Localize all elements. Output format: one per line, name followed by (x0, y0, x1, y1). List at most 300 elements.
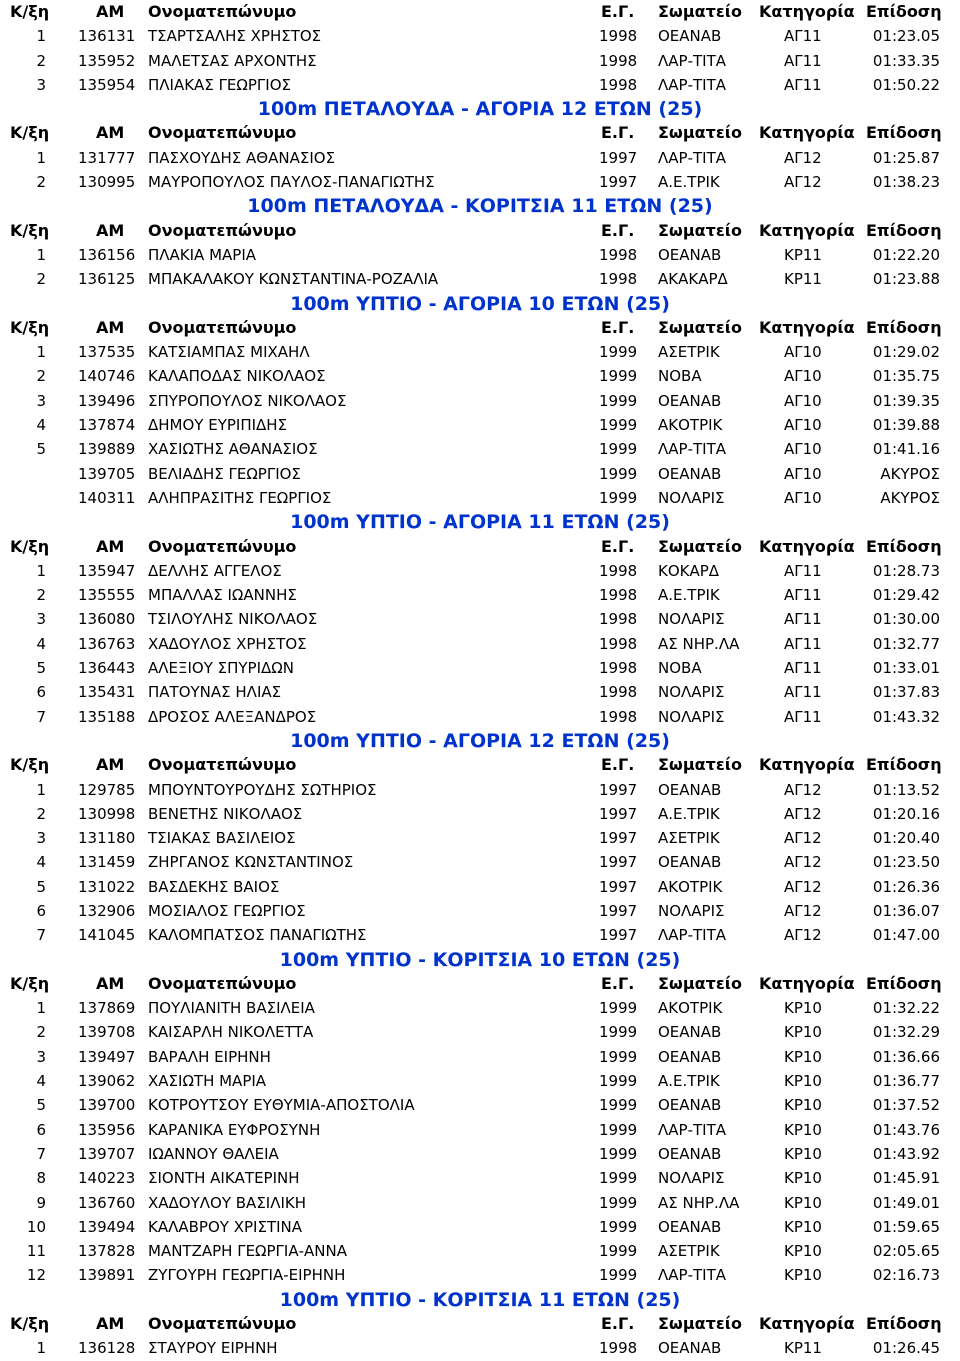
table-row (0, 1336, 960, 1360)
name-cell: ΣΙΟΝΤΗ ΑΙΚΑΤΕΡΙΝΗ (148, 1169, 300, 1188)
header-name: Ονοματεπώνυμο (148, 755, 297, 775)
category-cell: ΚΡ10 (784, 1144, 822, 1163)
header-performance: Επίδοση (866, 123, 942, 143)
performance-cell: 01:37.83 (872, 683, 940, 702)
performance-cell: 01:50.22 (872, 75, 940, 94)
table-row (0, 802, 960, 826)
club-cell: ΝΟΛΑΡΙΣ (658, 707, 725, 726)
am-cell: 136156 (78, 245, 136, 264)
rank-cell: 5 (36, 877, 46, 896)
rank-cell: 1 (36, 561, 46, 580)
name-cell: ΚΑΛΑΠΟΔΑΣ ΝΙΚΟΛΑΟΣ (148, 367, 326, 386)
rank-cell: 3 (36, 610, 46, 629)
category-cell: ΑΓ10 (784, 391, 822, 410)
year-cell: 1998 (599, 75, 638, 94)
rank-cell: 3 (36, 829, 46, 848)
category-cell: ΑΓ12 (784, 853, 822, 872)
name-cell: ΒΑΣΔΕΚΗΣ ΒΑΙΟΣ (148, 877, 280, 896)
am-cell: 135956 (78, 1120, 136, 1139)
am-cell: 139707 (78, 1144, 136, 1163)
club-cell: ΝΟΛΑΡΙΣ (658, 901, 725, 920)
year-cell: 1997 (599, 853, 638, 872)
event-title-text: 100m ΥΠΤΙΟ - ΚΟΡΙΤΣΙΑ 10 ΕΤΩΝ (25) (279, 948, 681, 971)
header-name: Ονοματεπώνυμο (148, 973, 297, 993)
name-cell: ΔΡΟΣΟΣ ΑΛΕΞΑΝΔΡΟΣ (148, 707, 317, 726)
year-cell: 1999 (599, 1169, 638, 1188)
name-cell: ΠΛΙΑΚΑΣ ΓΕΩΡΓΙΟΣ (148, 75, 291, 94)
header-club: Σωματείο (658, 317, 742, 337)
table-row (0, 462, 960, 486)
header-am: ΑΜ (96, 973, 125, 993)
category-cell: ΑΓ12 (784, 829, 822, 848)
name-cell: ΚΟΤΡΟΥΤΣΟΥ ΕΥΘΥΜΙΑ-ΑΠΟΣΤΟΛΙΑ (148, 1096, 415, 1115)
category-cell: ΑΓ11 (784, 51, 822, 70)
year-cell: 1998 (599, 707, 638, 726)
table-row (0, 1166, 960, 1190)
rank-cell: 4 (36, 853, 46, 872)
header-year: Ε.Γ. (601, 317, 635, 337)
club-cell: ΑΣΕΤΡΙΚ (658, 343, 720, 362)
rank-cell: 1 (36, 1339, 46, 1358)
year-cell: 1998 (599, 610, 638, 629)
header-club: Σωματείο (658, 536, 742, 556)
header-category: Κατηγορία (759, 123, 855, 143)
rank-cell: 2 (36, 270, 46, 289)
club-cell: ΛΑΡ-ΤΙΤΑ (658, 440, 726, 459)
header-performance: Επίδοση (866, 317, 942, 337)
club-cell: ΟΕΑΝΑΒ (658, 27, 722, 46)
table-row (0, 1215, 960, 1239)
category-cell: ΑΓ12 (784, 148, 822, 167)
year-cell: 1999 (599, 440, 638, 459)
name-cell: ΠΑΤΟΥΝΑΣ ΗΛΙΑΣ (148, 683, 282, 702)
event-title-text: 100m ΠΕΤΑΛΟΥΔΑ - ΑΓΟΡΙΑ 12 ΕΤΩΝ (25) (257, 98, 703, 121)
club-cell: ΟΕΑΝΑΒ (658, 464, 722, 483)
performance-cell: 01:43.32 (872, 707, 940, 726)
column-header-row (0, 316, 960, 340)
category-cell: ΚΡ10 (784, 1096, 822, 1115)
year-cell: 1999 (599, 1096, 638, 1115)
name-cell: ΠΟΥΛΙΑΝΙΤΗ ΒΑΣΙΛΕΙΑ (148, 999, 315, 1018)
table-row (0, 1263, 960, 1287)
performance-cell: 01:36.77 (872, 1072, 940, 1091)
club-cell: Α.Ε.ΤΡΙΚ (658, 804, 720, 823)
name-cell: ΒΕΝΕΤΗΣ ΝΙΚΟΛΑΟΣ (148, 804, 303, 823)
rank-cell: 3 (36, 1047, 46, 1066)
performance-cell: 01:47.00 (872, 926, 940, 945)
am-cell: 137535 (78, 343, 136, 362)
header-club: Σωματείο (658, 123, 742, 143)
category-cell: ΚΡ10 (784, 1169, 822, 1188)
category-cell: ΚΡ11 (784, 245, 822, 264)
club-cell: ΟΕΑΝΑΒ (658, 1096, 722, 1115)
rank-cell: 7 (36, 707, 46, 726)
am-cell: 136131 (78, 27, 136, 46)
rank-cell: 5 (36, 440, 46, 459)
category-cell: ΑΓ12 (784, 901, 822, 920)
club-cell: ΑΚΟΤΡΙΚ (658, 877, 723, 896)
rank-cell: 6 (36, 1120, 46, 1139)
table-row (0, 1093, 960, 1117)
rank-cell: 4 (36, 1072, 46, 1091)
event-title (0, 97, 960, 121)
year-cell: 1997 (599, 148, 638, 167)
am-cell: 135431 (78, 683, 136, 702)
am-cell: 136080 (78, 610, 136, 629)
rank-cell: 7 (36, 926, 46, 945)
table-row (0, 875, 960, 899)
rank-cell: 1 (36, 148, 46, 167)
rank-cell: 4 (36, 634, 46, 653)
club-cell: ΟΕΑΝΑΒ (658, 780, 722, 799)
table-row (0, 437, 960, 461)
header-name: Ονοματεπώνυμο (148, 1314, 297, 1334)
category-cell: ΑΓ10 (784, 367, 822, 386)
year-cell: 1999 (599, 1047, 638, 1066)
am-cell: 136760 (78, 1193, 136, 1212)
year-cell: 1997 (599, 780, 638, 799)
header-rank: Κ/ξη (10, 2, 50, 21)
name-cell: ΧΑΔΟΥΛΟΥ ΒΑΣΙΛΙΚΗ (148, 1193, 307, 1212)
am-cell: 135947 (78, 561, 136, 580)
category-cell: ΑΓ11 (784, 634, 822, 653)
am-cell: 139705 (78, 464, 136, 483)
table-row (0, 899, 960, 923)
performance-cell: ΑΚΥΡΟΣ (880, 488, 940, 507)
table-row (0, 1191, 960, 1215)
header-name: Ονοματεπώνυμο (148, 536, 297, 556)
am-cell: 131022 (78, 877, 136, 896)
table-row (0, 243, 960, 267)
header-category: Κατηγορία (759, 2, 855, 21)
year-cell: 1998 (599, 586, 638, 605)
header-club: Σωματείο (658, 1314, 742, 1334)
header-am: ΑΜ (96, 1314, 125, 1334)
event-title (0, 729, 960, 753)
am-cell: 136443 (78, 659, 136, 678)
header-category: Κατηγορία (759, 755, 855, 775)
am-cell: 137874 (78, 416, 136, 435)
header-name: Ονοματεπώνυμο (148, 123, 297, 143)
performance-cell: 01:23.05 (872, 27, 940, 46)
table-row (0, 73, 960, 97)
year-cell: 1999 (599, 343, 638, 362)
rank-cell: 1 (36, 27, 46, 46)
performance-cell: 01:36.66 (872, 1047, 940, 1066)
rank-cell: 4 (36, 416, 46, 435)
performance-cell: 01:23.88 (872, 270, 940, 289)
name-cell: ΜΑΛΕΤΣΑΣ ΑΡΧΟΝΤΗΣ (148, 51, 317, 70)
performance-cell: 01:39.35 (872, 391, 940, 410)
event-title (0, 292, 960, 316)
header-am: ΑΜ (96, 2, 125, 21)
rank-cell: 2 (36, 804, 46, 823)
club-cell: ΟΕΑΝΑΒ (658, 391, 722, 410)
am-cell: 135952 (78, 51, 136, 70)
performance-cell: 01:32.77 (872, 634, 940, 653)
name-cell: ΖΥΓΟΥΡΗ ΓΕΩΡΓΙΑ-ΕΙΡΗΝΗ (148, 1266, 346, 1285)
table-row (0, 146, 960, 170)
event-title-text: 100m ΥΠΤΙΟ - ΑΓΟΡΙΑ 11 ΕΤΩΝ (25) (290, 511, 670, 534)
category-cell: ΚΡ10 (784, 1023, 822, 1042)
name-cell: ΑΛΗΠΡΑΣΙΤΗΣ ΓΕΩΡΓΙΟΣ (148, 488, 332, 507)
header-year: Ε.Γ. (601, 973, 635, 993)
category-cell: ΚΡ10 (784, 1217, 822, 1236)
header-am: ΑΜ (96, 755, 125, 775)
name-cell: ΧΑΔΟΥΛΟΣ ΧΡΗΣΤΟΣ (148, 634, 307, 653)
category-cell: ΑΓ10 (784, 343, 822, 362)
name-cell: ΜΑΝΤΖΑΡΗ ΓΕΩΡΓΙΑ-ΑΝΝΑ (148, 1242, 347, 1261)
rank-cell: 8 (36, 1169, 46, 1188)
category-cell: ΑΓ10 (784, 416, 822, 435)
header-year: Ε.Γ. (601, 1314, 635, 1334)
performance-cell: 01:26.45 (872, 1339, 940, 1358)
category-cell: ΑΓ11 (784, 659, 822, 678)
rank-cell: 9 (36, 1193, 46, 1212)
am-cell: 131180 (78, 829, 136, 848)
name-cell: ΔΕΛΛΗΣ ΑΓΓΕΛΟΣ (148, 561, 282, 580)
table-row (0, 1020, 960, 1044)
year-cell: 1999 (599, 1072, 638, 1091)
name-cell: ΜΟΣΙΑΛΟΣ ΓΕΩΡΓΙΟΣ (148, 901, 306, 920)
performance-cell: 01:49.01 (872, 1193, 940, 1212)
table-row (0, 850, 960, 874)
performance-cell: 01:38.23 (872, 173, 940, 192)
table-row (0, 340, 960, 364)
am-cell: 139496 (78, 391, 136, 410)
year-cell: 1998 (599, 270, 638, 289)
category-cell: ΚΡ10 (784, 1120, 822, 1139)
performance-cell: 01:20.16 (872, 804, 940, 823)
club-cell: ΟΕΑΝΑΒ (658, 853, 722, 872)
club-cell: ΟΕΑΝΑΒ (658, 1144, 722, 1163)
header-club: Σωματείο (658, 755, 742, 775)
name-cell: ΧΑΣΙΩΤΗΣ ΑΘΑΝΑΣΙΟΣ (148, 440, 318, 459)
header-name: Ονοματεπώνυμο (148, 317, 297, 337)
header-rank: Κ/ξη (10, 317, 50, 337)
performance-cell: 01:36.07 (872, 901, 940, 920)
club-cell: ΛΑΡ-ΤΙΤΑ (658, 926, 726, 945)
club-cell: ΟΕΑΝΑΒ (658, 1047, 722, 1066)
rank-cell: 2 (36, 367, 46, 386)
category-cell: ΑΓ11 (784, 586, 822, 605)
rank-cell: 2 (36, 1023, 46, 1042)
table-row (0, 583, 960, 607)
table-row (0, 413, 960, 437)
performance-cell: 01:37.52 (872, 1096, 940, 1115)
event-title-text: 100m ΠΕΤΑΛΟΥΔΑ - ΚΟΡΙΤΣΙΑ 11 ΕΤΩΝ (25) (247, 195, 713, 218)
header-am: ΑΜ (96, 317, 125, 337)
year-cell: 1998 (599, 27, 638, 46)
rank-cell: 3 (36, 391, 46, 410)
performance-cell: 01:20.40 (872, 829, 940, 848)
header-rank: Κ/ξη (10, 973, 50, 993)
header-year: Ε.Γ. (601, 2, 635, 21)
header-rank: Κ/ξη (10, 1314, 50, 1334)
club-cell: ΝΟΛΑΡΙΣ (658, 488, 725, 507)
header-category: Κατηγορία (759, 317, 855, 337)
category-cell: ΑΓ12 (784, 926, 822, 945)
performance-cell: 01:43.76 (872, 1120, 940, 1139)
club-cell: Α.Ε.ΤΡΙΚ (658, 1072, 720, 1091)
header-category: Κατηγορία (759, 536, 855, 556)
year-cell: 1999 (599, 999, 638, 1018)
year-cell: 1999 (599, 1120, 638, 1139)
name-cell: ΠΛΑΚΙΑ ΜΑΡΙΑ (148, 245, 257, 264)
category-cell: ΚΡ10 (784, 1072, 822, 1091)
table-row (0, 632, 960, 656)
category-cell: ΑΓ10 (784, 488, 822, 507)
year-cell: 1997 (599, 926, 638, 945)
name-cell: ΜΠΟΥΝΤΟΥΡΟΥΔΗΣ ΣΩΤΗΡΙΟΣ (148, 780, 377, 799)
year-cell: 1997 (599, 804, 638, 823)
rank-cell: 12 (26, 1266, 46, 1285)
am-cell: 135954 (78, 75, 136, 94)
club-cell: ΛΑΡ-ΤΙΤΑ (658, 75, 726, 94)
category-cell: ΑΓ11 (784, 75, 822, 94)
performance-cell: 01:33.01 (872, 659, 940, 678)
event-title (0, 510, 960, 534)
name-cell: ΤΣΙΑΚΑΣ ΒΑΣΙΛΕΙΟΣ (148, 829, 296, 848)
club-cell: ΑΚΟΤΡΙΚ (658, 999, 723, 1018)
performance-cell: 01:29.42 (872, 586, 940, 605)
performance-cell: 01:35.75 (872, 367, 940, 386)
category-cell: ΑΓ12 (784, 173, 822, 192)
am-cell: 130995 (78, 173, 136, 192)
name-cell: ΑΛΕΞΙΟΥ ΣΠΥΡΙΔΩΝ (148, 659, 294, 678)
name-cell: ΒΕΛΙΑΔΗΣ ΓΕΩΡΓΙΟΣ (148, 464, 301, 483)
name-cell: ΚΑΛΑΒΡΟΥ ΧΡΙΣΤΙΝΑ (148, 1217, 302, 1236)
table-row (0, 559, 960, 583)
table-row (0, 656, 960, 680)
header-rank: Κ/ξη (10, 220, 50, 240)
performance-cell: 01:13.52 (872, 780, 940, 799)
club-cell: ΑΣ ΝΗΡ.ΛΑ (658, 1193, 740, 1212)
category-cell: ΚΡ10 (784, 999, 822, 1018)
am-cell: 136128 (78, 1339, 136, 1358)
am-cell: 135555 (78, 586, 136, 605)
table-row (0, 24, 960, 48)
year-cell: 1999 (599, 416, 638, 435)
am-cell: 139497 (78, 1047, 136, 1066)
table-row (0, 267, 960, 291)
category-cell: ΑΓ10 (784, 440, 822, 459)
header-performance: Επίδοση (866, 973, 942, 993)
am-cell: 136763 (78, 634, 136, 653)
name-cell: ΚΑΡΑΝΙΚΑ ΕΥΦΡΟΣΥΝΗ (148, 1120, 321, 1139)
club-cell: ΑΣΕΤΡΙΚ (658, 1242, 720, 1261)
am-cell: 132906 (78, 901, 136, 920)
category-cell: ΑΓ12 (784, 804, 822, 823)
table-row (0, 1142, 960, 1166)
rank-cell: 6 (36, 901, 46, 920)
am-cell: 139891 (78, 1266, 136, 1285)
column-header-row (0, 753, 960, 777)
column-header-row (0, 1312, 960, 1336)
category-cell: ΑΓ11 (784, 683, 822, 702)
header-performance: Επίδοση (866, 220, 942, 240)
name-cell: ΙΩΑΝΝΟΥ ΘΑΛΕΙΑ (148, 1144, 279, 1163)
am-cell: 139708 (78, 1023, 136, 1042)
category-cell: ΚΡ11 (784, 270, 822, 289)
performance-cell: 01:22.20 (872, 245, 940, 264)
club-cell: ΟΕΑΝΑΒ (658, 245, 722, 264)
year-cell: 1999 (599, 391, 638, 410)
name-cell: ΜΠΑΛΛΑΣ ΙΩΑΝΝΗΣ (148, 586, 297, 605)
header-performance: Επίδοση (866, 755, 942, 775)
am-cell: 137869 (78, 999, 136, 1018)
am-cell: 131777 (78, 148, 136, 167)
column-header-row (0, 219, 960, 243)
club-cell: ΛΑΡ-ΤΙΤΑ (658, 51, 726, 70)
event-title-text: 100m ΥΠΤΙΟ - ΚΟΡΙΤΣΙΑ 11 ΕΤΩΝ (25) (279, 1288, 681, 1311)
name-cell: ΜΑΥΡΟΠΟΥΛΟΣ ΠΑΥΛΟΣ-ΠΑΝΑΓΙΩΤΗΣ (148, 173, 435, 192)
name-cell: ΤΣΑΡΤΣΑΛΗΣ ΧΡΗΣΤΟΣ (148, 27, 322, 46)
table-row (0, 778, 960, 802)
performance-cell: 01:32.22 (872, 999, 940, 1018)
name-cell: ΚΑΙΣΑΡΛΗ ΝΙΚΟΛΕΤΤΑ (148, 1023, 314, 1042)
rank-cell: 1 (36, 999, 46, 1018)
column-header-row (0, 535, 960, 559)
event-title (0, 948, 960, 972)
year-cell: 1999 (599, 1193, 638, 1212)
category-cell: ΑΓ11 (784, 610, 822, 629)
rank-cell: 7 (36, 1144, 46, 1163)
header-year: Ε.Γ. (601, 123, 635, 143)
table-row (0, 996, 960, 1020)
category-cell: ΚΡ10 (784, 1242, 822, 1261)
year-cell: 1999 (599, 488, 638, 507)
rank-cell: 5 (36, 1096, 46, 1115)
header-year: Ε.Γ. (601, 536, 635, 556)
performance-cell: 01:23.50 (872, 853, 940, 872)
club-cell: ΛΑΡ-ΤΙΤΑ (658, 1266, 726, 1285)
club-cell: ΛΑΡ-ΤΙΤΑ (658, 1120, 726, 1139)
column-header-row (0, 121, 960, 145)
club-cell: ΟΕΑΝΑΒ (658, 1217, 722, 1236)
table-row (0, 826, 960, 850)
year-cell: 1998 (599, 51, 638, 70)
performance-cell: 01:29.02 (872, 343, 940, 362)
club-cell: Α.Ε.ΤΡΙΚ (658, 173, 720, 192)
table-row (0, 923, 960, 947)
year-cell: 1998 (599, 561, 638, 580)
club-cell: ΝΟΛΑΡΙΣ (658, 610, 725, 629)
name-cell: ΠΑΣΧΟΥΔΗΣ ΑΘΑΝΑΣΙΟΣ (148, 148, 336, 167)
table-row (0, 170, 960, 194)
performance-cell: 02:16.73 (872, 1266, 940, 1285)
year-cell: 1999 (599, 1242, 638, 1261)
am-cell: 135188 (78, 707, 136, 726)
name-cell: ΣΤΑΥΡΟΥ ΕΙΡΗΝΗ (148, 1339, 278, 1358)
name-cell: ΖΗΡΓΑΝΟΣ ΚΩΝΣΤΑΝΤΙΝΟΣ (148, 853, 354, 872)
header-name: Ονοματεπώνυμο (148, 2, 297, 21)
category-cell: ΑΓ11 (784, 707, 822, 726)
header-am: ΑΜ (96, 220, 125, 240)
year-cell: 1997 (599, 877, 638, 896)
category-cell: ΑΓ11 (784, 27, 822, 46)
header-rank: Κ/ξη (10, 536, 50, 556)
year-cell: 1998 (599, 245, 638, 264)
table-row (0, 49, 960, 73)
header-category: Κατηγορία (759, 973, 855, 993)
header-year: Ε.Γ. (601, 755, 635, 775)
performance-cell: 01:26.36 (872, 877, 940, 896)
performance-cell: 01:33.35 (872, 51, 940, 70)
header-performance: Επίδοση (866, 536, 942, 556)
column-header-row (0, 0, 960, 24)
name-cell: ΔΗΜΟΥ ΕΥΡΙΠΙΔΗΣ (148, 416, 288, 435)
